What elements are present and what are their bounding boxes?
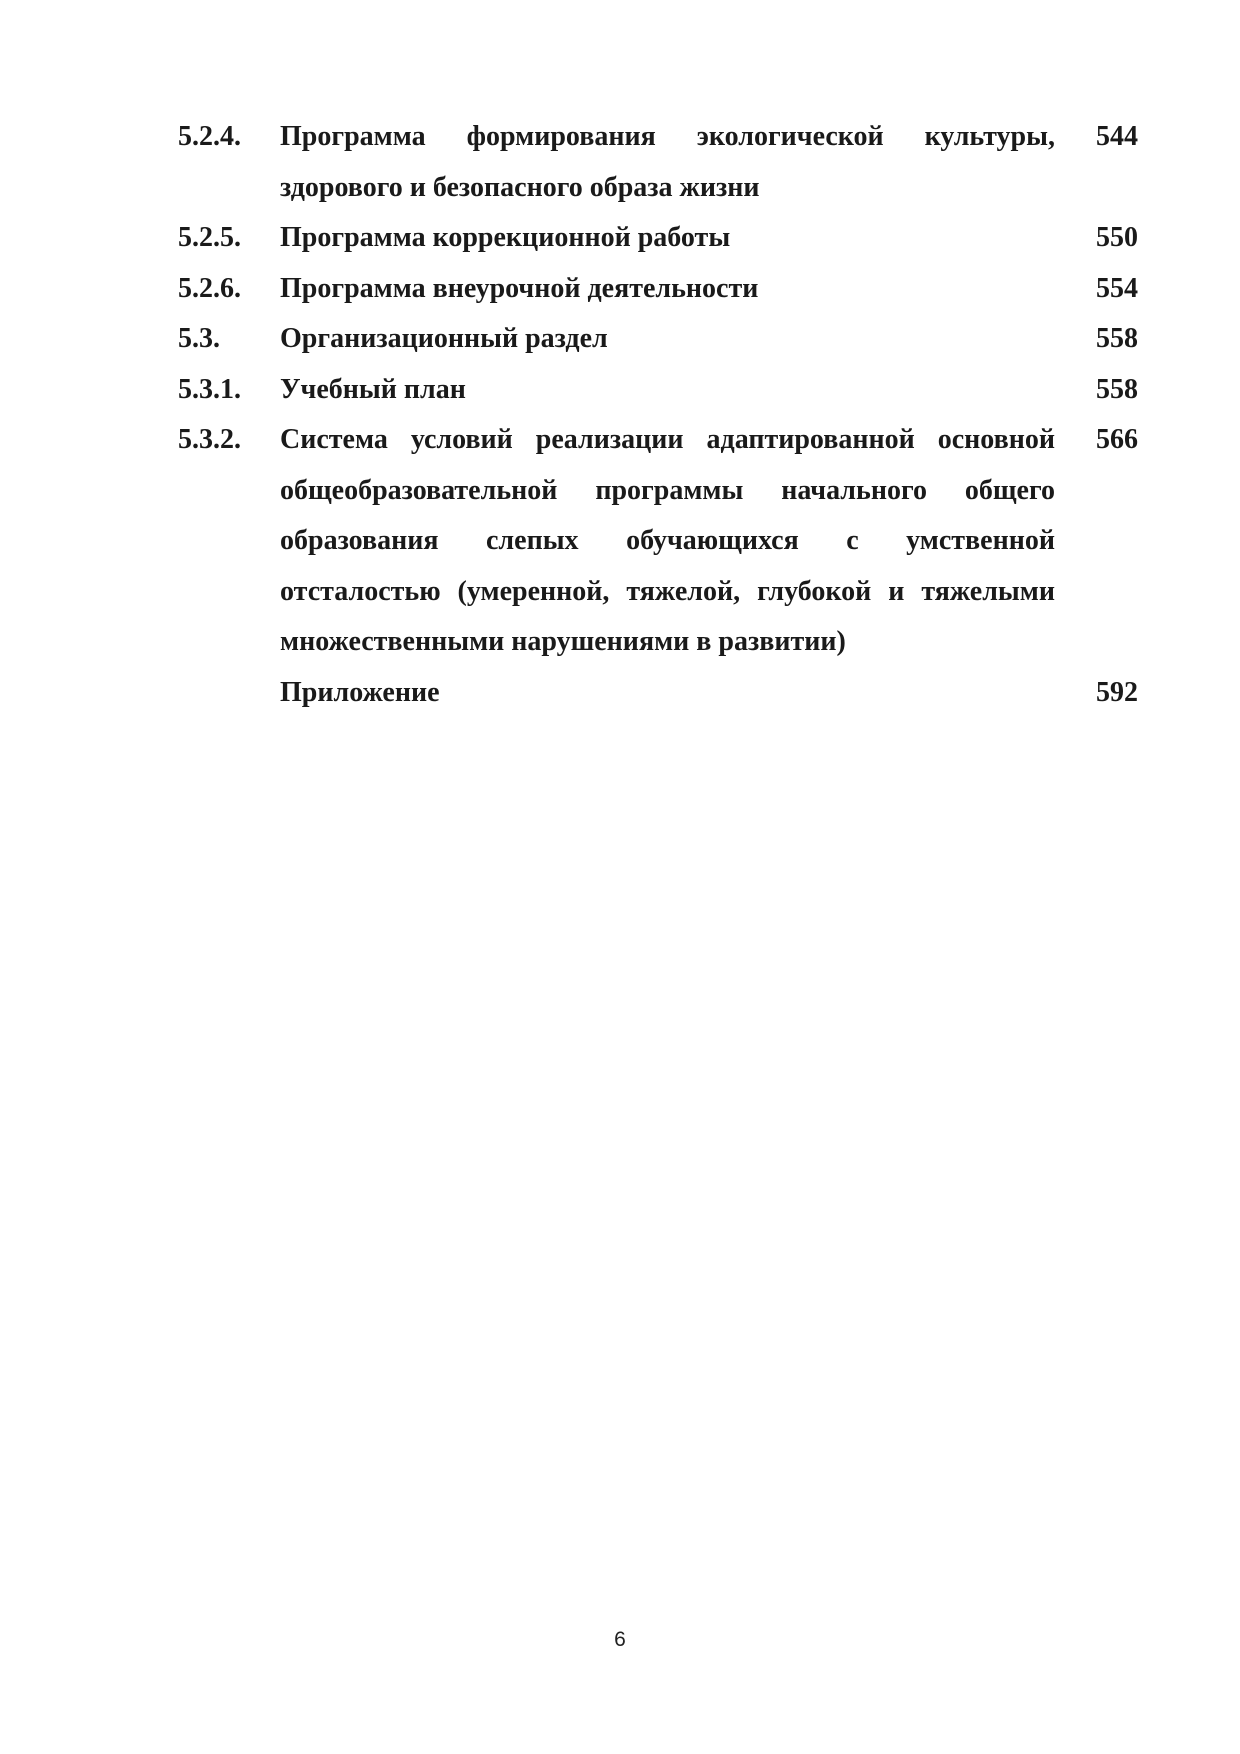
toc-entry-page: 544 [1096, 121, 1138, 152]
toc-entry-number: 5.3.2. [178, 424, 241, 455]
toc-entry-page: 554 [1096, 272, 1138, 304]
toc-entry [178, 213, 1138, 264]
page-number: 6 [614, 1628, 626, 1651]
toc-entry-title: Программа внеурочной деятельности [280, 272, 759, 304]
toc-entry [178, 314, 1138, 365]
toc-entry-number: 5.2.5. [178, 222, 241, 253]
toc-entry-title: Организационный раздел [280, 323, 608, 354]
toc-entry-number: 5.3.1. [178, 373, 241, 405]
toc-entry [178, 112, 1138, 213]
toc-entry [178, 264, 1138, 315]
toc-entry-title: Система условий реализации адаптированной основной общеобразовательной программы начального общего образования слепых обучающихся с умственной отсталостью (умеренной, тяжелой, глубокой и тяжелыми множественными нарушениями в развитии) [280, 424, 1055, 657]
toc-entry-title: Учебный план [280, 373, 466, 405]
toc-entry-number: 5.2.6. [178, 272, 241, 304]
toc-entry [178, 415, 1138, 668]
toc-entry [178, 365, 1138, 416]
toc-entry-number: 5.2.4. [178, 121, 241, 152]
toc-entry [178, 668, 1138, 719]
toc-entry-page: 550 [1096, 222, 1138, 253]
toc-entry-page: 592 [1096, 676, 1138, 708]
toc-entry-number: 5.3. [178, 323, 220, 354]
toc-entry-page: 558 [1096, 323, 1138, 354]
toc-entry-title: Приложение [280, 676, 440, 708]
table-of-contents [178, 112, 1138, 718]
toc-entry-title: Программа коррекционной работы [280, 222, 731, 253]
toc-entry-title: Программа формирования экологической культуры, здорового и безопасного образа жизни [280, 121, 1055, 203]
toc-entry-page: 566 [1096, 424, 1138, 455]
toc-entry-page: 558 [1096, 373, 1138, 405]
